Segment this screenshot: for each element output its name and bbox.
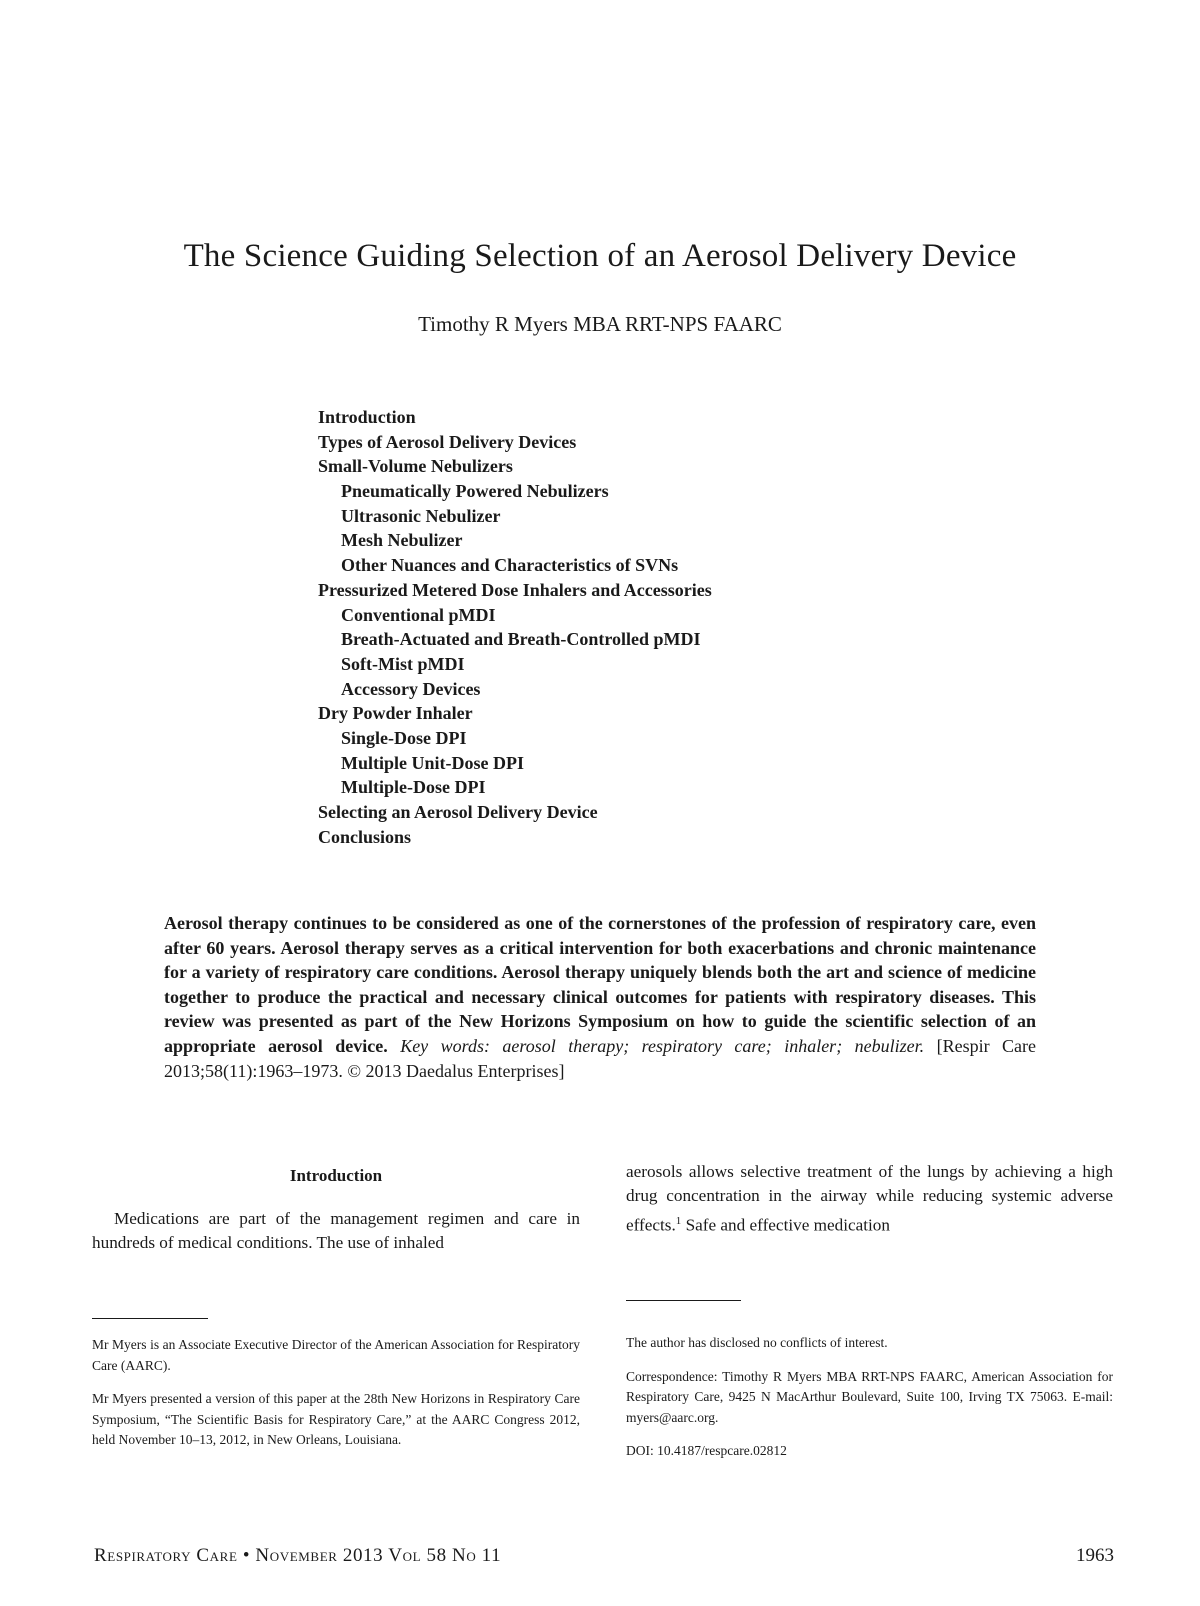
- article-author: Timothy R Myers MBA RRT-NPS FAARC: [418, 312, 782, 336]
- intro-right-text: aerosols allows selective treatment of the lungs by achieving a high drug concentration in the airway while reducing systemic adverse effects.: [626, 1162, 1113, 1235]
- abstract-text: Aerosol therapy continues to be considered as one of the cornerstones of the profession of respiratory care, even after 60 years. Aerosol therapy serves as a critical intervention for both exacerbations and chronic maintenance for a variety of respiratory care conditions. Aerosol therapy uniquely blends both the art and science of medicine together to produce the practical and necessary clinical outcomes for patients with respiratory diseases. This review was presented as part of the New Horizons Symposium on how to guide the scientific selection of an appropriate aerosol device.: [164, 913, 1036, 1056]
- section-heading-introduction: Introduction: [289, 1166, 383, 1185]
- footnote-divider-left: [92, 1318, 208, 1319]
- footnote-correspondence: Correspondence: Timothy R Myers MBA RRT-NPS FAARC, American Association for Respiratory Care, 9425 N MacArthur Boulevard, Suite 100, Irving TX 75063. E-mail: myers@aarc.org.: [626, 1368, 1113, 1425]
- toc-item: Dry Powder Inhaler: [318, 703, 473, 724]
- toc-item: Multiple-Dose DPI: [341, 777, 486, 798]
- toc-item: Pressurized Metered Dose Inhalers and Accessories: [318, 579, 712, 600]
- reference-marker: 1: [675, 1214, 682, 1227]
- footnote-disclosure: The author has disclosed no conflicts of interest.: [626, 1335, 888, 1350]
- toc-item: Breath-Actuated and Breath-Controlled pMDI: [341, 629, 701, 650]
- toc-item: Multiple Unit-Dose DPI: [341, 752, 524, 773]
- toc-item: Selecting an Aerosol Delivery Device: [318, 802, 598, 822]
- toc-item: Ultrasonic Nebulizer: [341, 505, 501, 526]
- footnotes-right: [626, 1333, 1113, 1475]
- toc-item: Types of Aerosol Delivery Devices: [318, 431, 577, 452]
- toc-item: Soft-Mist pMDI: [341, 653, 465, 674]
- footnotes-left: [92, 1335, 580, 1464]
- toc-item: Small-Volume Nebulizers: [318, 456, 513, 477]
- page-number: 1963: [1076, 1545, 1114, 1566]
- footnote-affiliation: Mr Myers is an Associate Executive Director of the American Association for Respiratory Care (AARC).: [92, 1337, 580, 1373]
- footer-journal-info: Respiratory Care • November 2013 Vol 58 No 11: [94, 1545, 502, 1566]
- intro-paragraph-left: Medications are part of the management regimen and care in hundreds of medical conditions. The use of inhaled: [92, 1209, 580, 1253]
- toc-item: Other Nuances and Characteristics of SVNs: [341, 555, 679, 576]
- intro-right-text-end: Safe and effective medication: [681, 1215, 890, 1235]
- toc-item: Introduction: [318, 407, 416, 427]
- abstract: [164, 911, 1036, 1083]
- footnote-divider-right: [626, 1300, 741, 1301]
- toc-item: Conclusions: [318, 826, 412, 847]
- abstract-citation: [Respir Care 2013;58(11):1963–1973. © 2013 Daedalus Enterprises]: [164, 1035, 1037, 1081]
- intro-paragraph-right: [626, 1160, 1113, 1238]
- footnote-presentation: Mr Myers presented a version of this paper at the 28th New Horizons in Respiratory Care Symposium, “The Scientific Basis for Respiratory Care,” at the AARC Congress 2012, held November 10–13, 2012, in New Orleans, Louisiana.: [92, 1391, 580, 1447]
- footnote-doi: DOI: 10.4187/respcare.02812: [626, 1443, 787, 1458]
- table-of-contents: [318, 405, 918, 849]
- toc-item: Conventional pMDI: [341, 604, 496, 625]
- abstract-keywords: Key words: aerosol therapy; respiratory care; inhaler; nebulizer.: [400, 1035, 925, 1056]
- toc-item: Pneumatically Powered Nebulizers: [341, 481, 609, 502]
- toc-item: Mesh Nebulizer: [341, 530, 463, 551]
- toc-item: Accessory Devices: [341, 678, 481, 699]
- toc-item: Single-Dose DPI: [341, 727, 467, 748]
- article-title: The Science Guiding Selection of an Aerosol Delivery Device: [183, 238, 1017, 274]
